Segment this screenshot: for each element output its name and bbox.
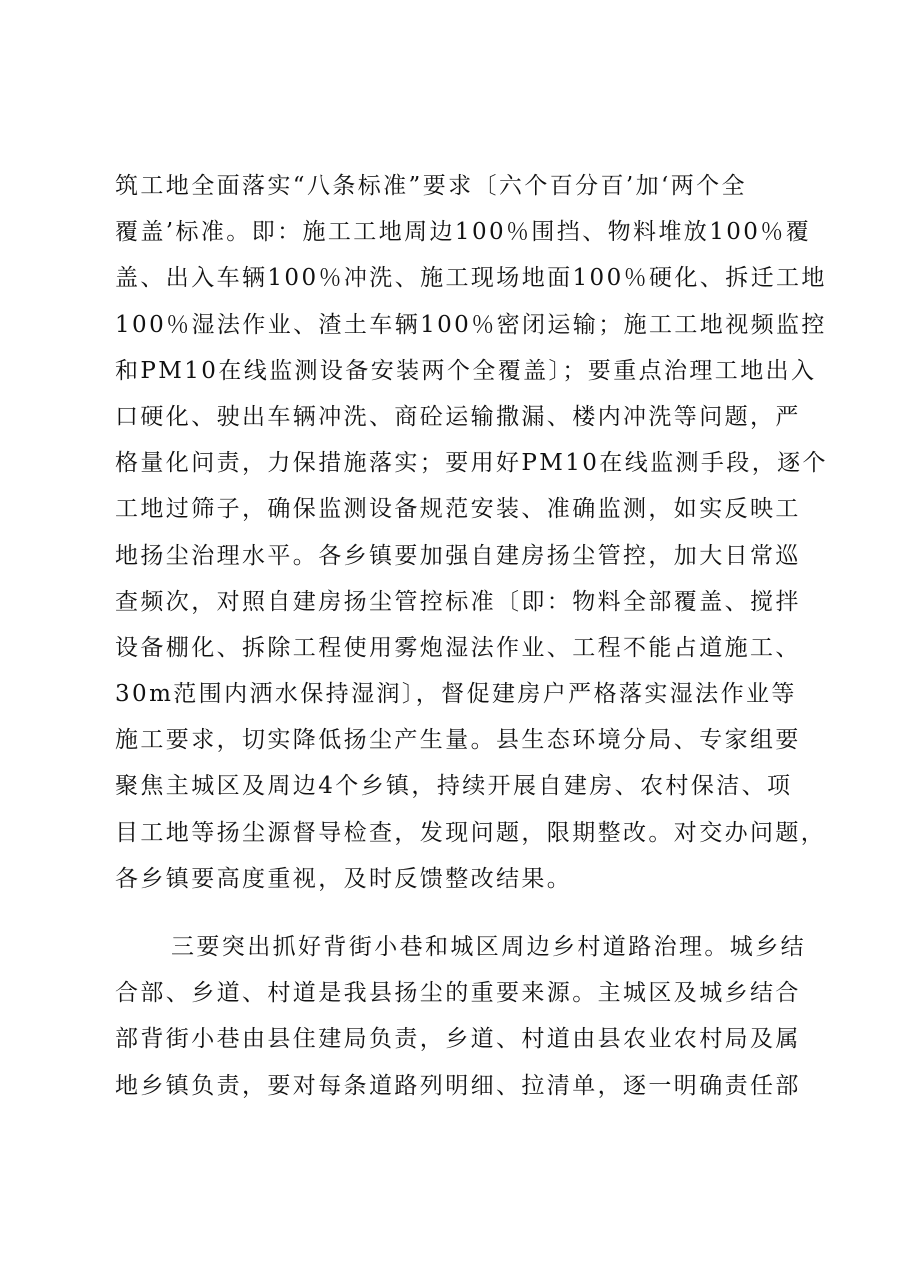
text-line: 30m范围内洒水保持湿润〕，督促建房户严格落实湿法作业等 — [115, 681, 797, 708]
text-line: 三要突出抓好背街小巷和城区周边乡村道路治理。城乡结 — [171, 934, 806, 960]
text-line: 工地过筛子，确保监测设备规范安装、准确监测，如实反映工 — [115, 496, 801, 523]
text-line: 口硬化、驶出车辆冲洗、商砼运输撒漏、楼内冲洗等问题，严 — [115, 403, 801, 430]
text-line: 查频次，对照自建房扬尘管控标准〔即：物料全部覆盖、搅拌 — [115, 588, 801, 615]
text-line: 聚焦主城区及周边4个乡镇，持续开展自建房、农村保洁、项 — [115, 773, 793, 800]
paragraph-2 — [115, 924, 805, 1109]
text-line: 部背街小巷由县住建局负责，乡道、村道由县农业农村局及属 — [115, 1026, 801, 1053]
text-line: 100％湿法作业、渣土车辆100％密闭运输；施工工地视频监控 — [115, 311, 827, 338]
text-line: 地乡镇负责，要对每条道路列明细、拉清单，逐一明确责任部 — [115, 1072, 801, 1099]
text-line: 各乡镇要高度重视，及时反馈整改结果。 — [115, 865, 573, 892]
text-line: 设备棚化、拆除工程使用雾炮湿法作业、工程不能占道施工、 — [115, 634, 801, 661]
text-line: 格量化问责，力保措施落实；要用好PM10在线监测手段，逐个 — [115, 450, 828, 477]
text-line: 盖、出入车辆100％冲洗、施工现场地面100％硬化、拆迁工地 — [115, 265, 827, 292]
text-line: 地扬尘治理水平。各乡镇要加强自建房扬尘管控，加大日常巡 — [115, 542, 801, 569]
text-line: 目工地等扬尘源督导检查，发现问题，限期整改。对交办问题， — [115, 819, 827, 846]
text-line: 和PM10在线监测设备安装两个全覆盖〕；要重点治理工地出入 — [115, 357, 817, 384]
text-line: 筑工地全面落实“八条标准”要求〔六个百分百’加‘两个全 — [115, 173, 747, 199]
text-line: 施工要求，切实降低扬尘产生量。县生态环境分局、专家组要 — [115, 727, 801, 754]
text-line: 合部、乡道、村道是我县扬尘的重要来源。主城区及城乡结合 — [115, 980, 801, 1007]
text-line: 覆盖’标准。即：施工工地周边100％围挡、物料堆放100％覆 — [115, 219, 812, 246]
paragraph-1 — [115, 163, 828, 902]
